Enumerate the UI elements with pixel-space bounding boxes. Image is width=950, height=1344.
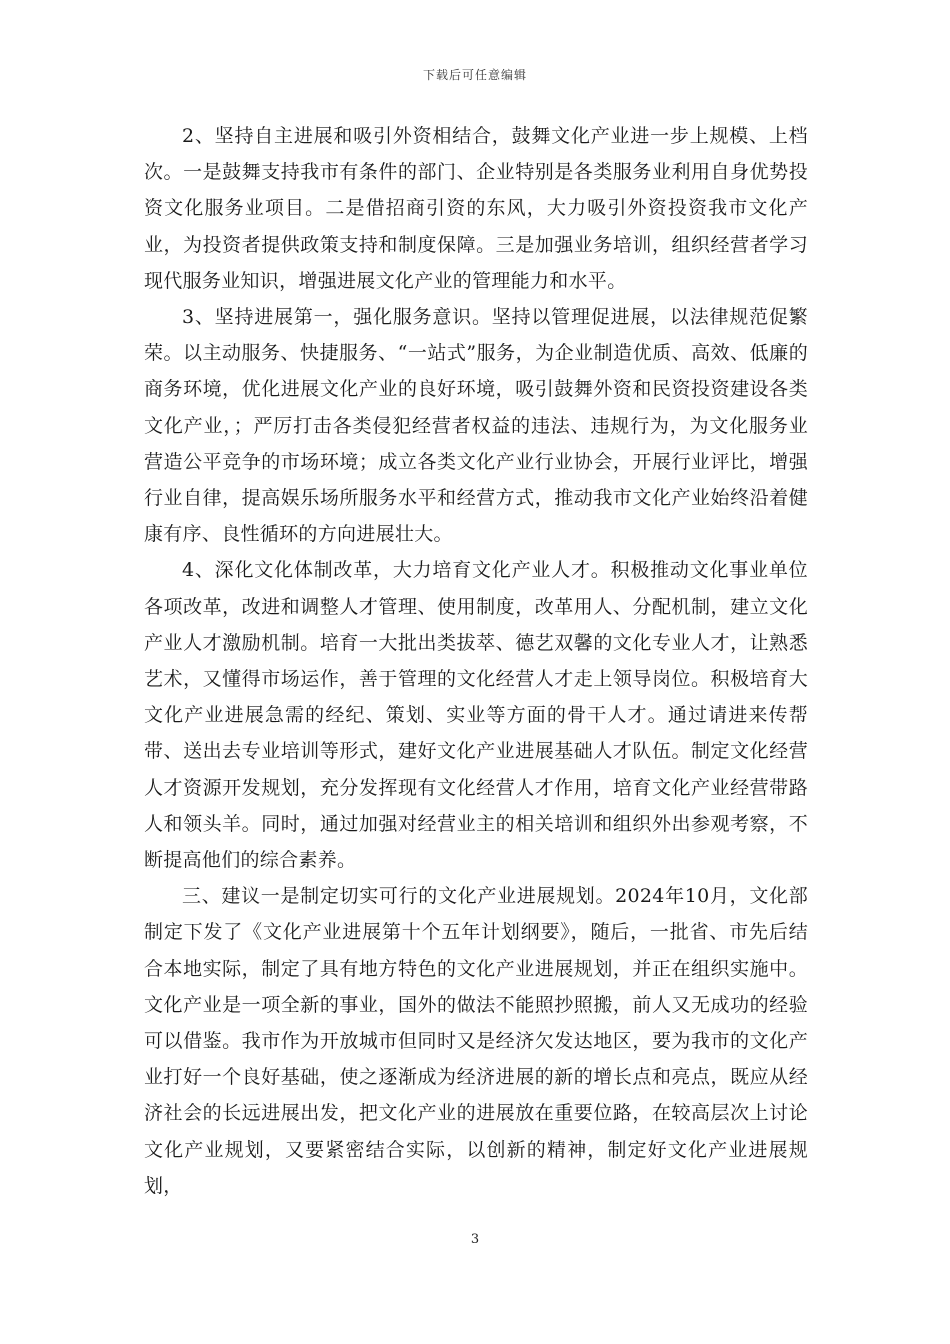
page-number: 3 — [470, 1232, 480, 1247]
paragraph-point-3: 3、坚持进展第一，强化服务意识。坚持以管理促进展，以法律规范促繁荣。以主动服务、快捷服务、“一站式”服务，为企业制造优质、高效、低廉的商务环境，优化进展文化产业的良好环境，吸引鼓舞外资和民资投资建设各类文化产业，；严厉打击各类侵犯经营者权益的违法、违规行为，为文化服务业营造公平竞争的市场环境；成立各类文化产业行业协会，开展行业评比，增强行业自律，提高娱乐场所服务水平和经营方式，推动我市文化产业始终沿着健康有序、良性循环的方向进展壮大。 — [144, 306, 808, 546]
paragraph-point-4: 4、深化文化体制改革，大力培育文化产业人才。积极推动文化事业单位各项改革，改进和调整人才管理、使用制度，改革用人、分配机制，建立文化产业人才激励机制。培育一大批出类拔萃、德艺双馨的文化专业人才，让熟悉艺术，又懂得市场运作，善于管理的文化经营人才走上领导岗位。积极培育大文化产业进展急需的经纪、策划、实业等方面的骨干人才。通过请进来传帮带、送出去专业培训等形式，建好文化产业进展基础人才队伍。制定文化经营人才资源开发规划，充分发挥现有文化经营人才作用，培育文化产业经营带路人和领头羊。同时，通过加强对经营业主的相关培训和组织外出参观考察，不断提高他们的综合素养。 — [144, 559, 808, 872]
paragraph-point-2: 2、坚持自主进展和吸引外资相结合，鼓舞文化产业进一步上规模、上档次。一是鼓舞支持我市有条件的部门、企业特别是各类服务业利用自身优势投资文化服务业项目。二是借招商引资的东风，大力吸引外资投资我市文化产业，为投资者提供政策支持和制度保障。三是加强业务培训，组织经营者学习现代服务业知识，增强进展文化产业的管理能力和水平。 — [144, 125, 808, 292]
paragraph-section-3-suggestions: 三、建议一是制定切实可行的文化产业进展规划。2024年10月，文化部制定下发了《文化产业进展第十个五年计划纲要》，随后，一批省、市先后结合本地实际，制定了具有地方特色的文化产业进展规划，并正在组织实施中。文化产业是一项全新的事业，国外的做法不能照抄照搬，前人又无成功的经验可以借鉴。我市作为开放城市但同时又是经济欠发达地区，要为我市的文化产业打好一个良好基础，使之逐渐成为经济进展的新的增长点和亮点，既应从经济社会的长远进展出发，把文化产业的进展放在重要位路，在较高层次上讨论文化产业规划，又要紧密结合实际，以创新的精神，制定好文化产业进展规划， — [144, 885, 808, 1197]
page-header-note: 下载后可任意编辑 — [422, 68, 527, 82]
document-body — [144, 118, 808, 1204]
